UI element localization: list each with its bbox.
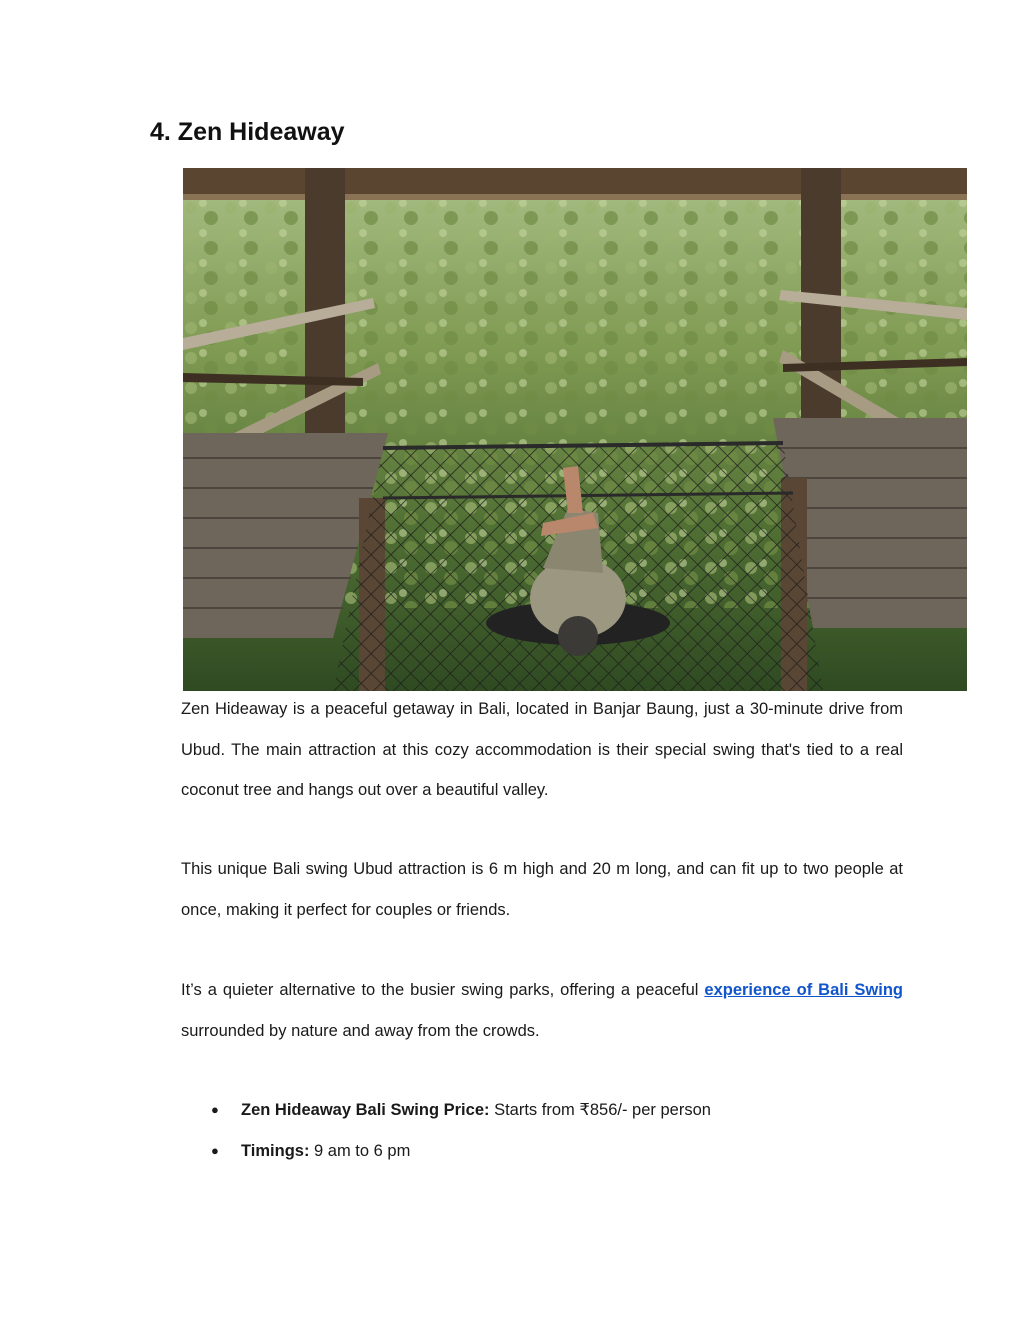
- bullet-icon: ●: [211, 1102, 219, 1117]
- bali-swing-link[interactable]: experience of Bali Swing: [704, 981, 903, 999]
- paragraph-intro: Zen Hideaway is a peaceful getaway in Bali, located in Banjar Baung, just a 30-minute drive from Ubud. The main attraction at this cozy accommodation is their special swing that's tied to a real coconut tree and hangs out over a beautiful valley.: [181, 700, 903, 799]
- paragraph-alternative: [181, 970, 903, 1051]
- facts-list: [211, 1090, 911, 1171]
- net-hammock-photo: [183, 168, 967, 691]
- timings-label: Timings:: [241, 1141, 310, 1160]
- paragraph-alternative-end: surrounded by nature and away from the crowds.: [181, 1021, 540, 1040]
- bullet-icon: ●: [211, 1142, 219, 1158]
- price-label: Zen Hideaway Bali Swing Price:: [241, 1101, 490, 1119]
- price-value: Starts from ₹856/- per person: [489, 1101, 711, 1119]
- paragraph-details: This unique Bali swing Ubud attraction is 6 m high and 20 m long, and can fit up to two people at once, making it perfect for couples or friends.: [181, 860, 903, 919]
- list-item-timings: [211, 1131, 911, 1172]
- paragraph-alternative-start: It’s a quieter alternative to the busier swing parks, offering a peaceful: [181, 981, 705, 999]
- timings-value: 9 am to 6 pm: [309, 1141, 411, 1160]
- section-heading: 4. Zen Hideaway: [150, 118, 345, 146]
- list-item-price: [211, 1090, 911, 1131]
